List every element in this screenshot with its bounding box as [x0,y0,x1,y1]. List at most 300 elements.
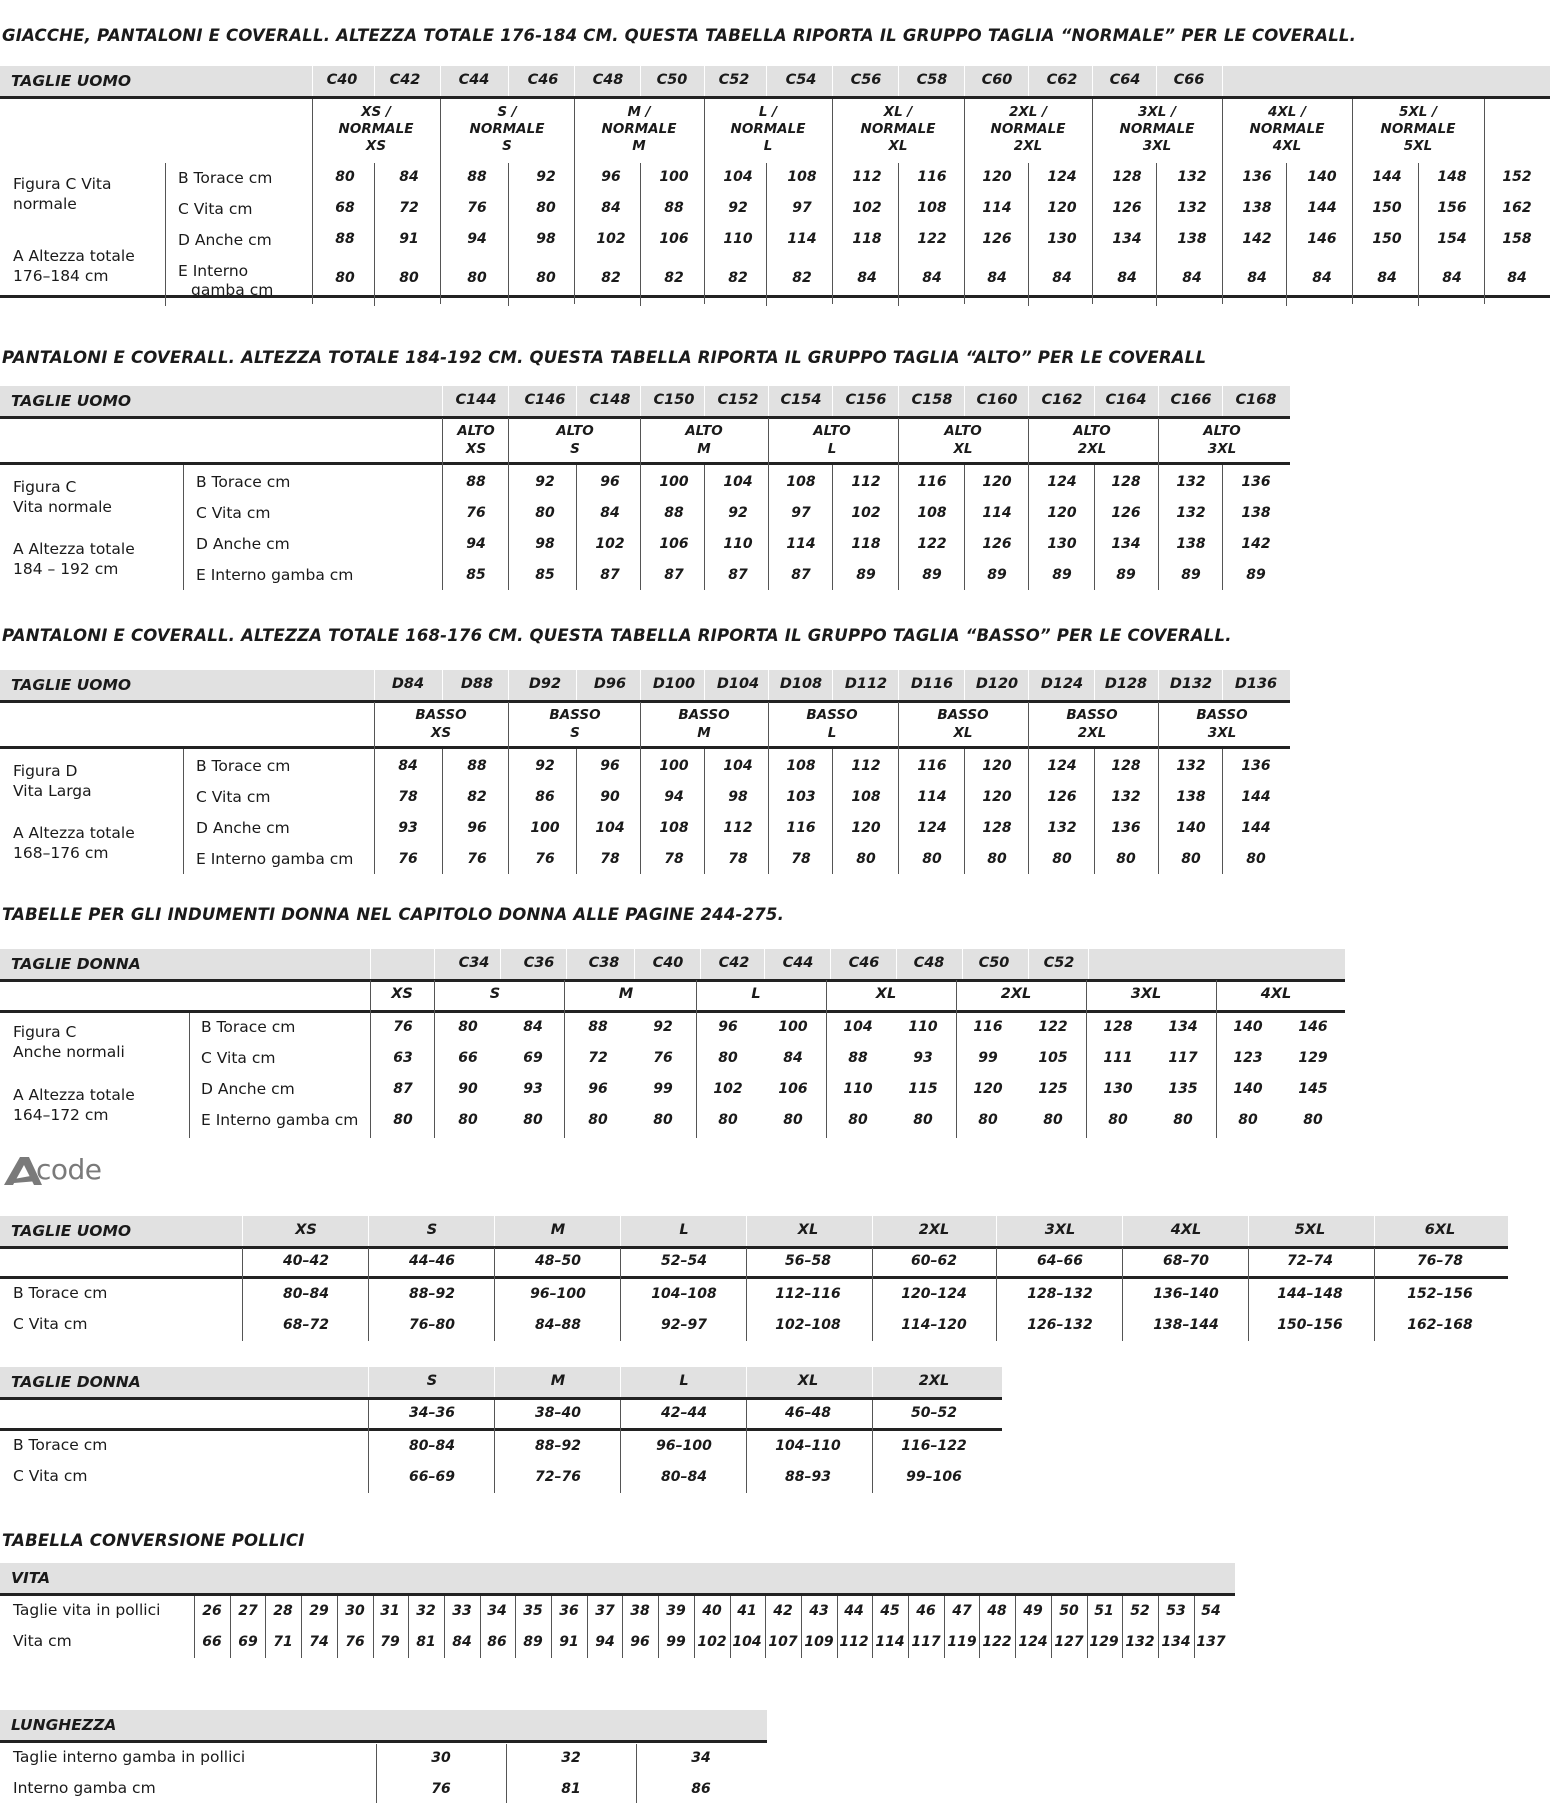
data-cell: 45 [880,1603,900,1619]
size-code: 6XL [1424,1222,1456,1238]
data-cell: 142 [1241,536,1271,552]
column-divider [872,1400,873,1493]
size-group-label: L / [758,104,778,120]
data-cell: 82 [664,270,684,286]
data-cell: 114 [786,536,816,552]
row-label: Figura C [13,478,77,496]
data-cell: 102 [596,231,626,247]
header-divider [832,66,833,96]
row-label: 164–172 cm [13,1106,109,1124]
row-label: Figura D [13,762,78,780]
data-cell: 122 [982,1634,1012,1650]
data-cell: 72 [588,1050,608,1066]
size-code: 2XL [918,1373,950,1389]
data-cell: 97 [791,505,811,521]
size-group-label: XS [391,986,413,1002]
data-cell: 94 [466,536,486,552]
data-cell: 116 [917,758,947,774]
header-divider [312,66,313,96]
column-divider [1158,418,1159,590]
row-label: B Torace cm [178,169,273,187]
data-cell: 84 [1507,270,1527,286]
size-range: 60–62 [911,1253,957,1269]
size-code: C62 [1046,72,1078,88]
column-divider [898,418,899,590]
data-cell: 144 [1241,820,1271,836]
size-group-label: S [570,725,580,741]
data-cell: 39 [666,1603,686,1619]
size-code: C40 [652,955,684,971]
size-code: C50 [978,955,1010,971]
column-divider [898,163,899,306]
data-cell: 80 [536,200,556,216]
row-divider [0,1010,1345,1013]
data-cell: 100 [659,169,689,185]
data-cell: 150–156 [1277,1317,1343,1333]
data-cell: 96 [601,169,621,185]
size-group-label: ALTO [813,423,851,439]
data-cell: 112 [723,820,753,836]
data-cell: 90 [600,789,620,805]
data-cell: 76 [393,1019,413,1035]
column-divider [1086,980,1087,1138]
data-cell: 89 [1246,567,1266,583]
data-cell: 124 [1047,474,1077,490]
table-header-bar [0,1710,767,1743]
size-code: C150 [653,392,695,408]
size-group-label: XL [875,986,897,1002]
data-cell: 128 [1111,474,1141,490]
data-cell: 50 [1059,1603,1079,1619]
header-divider [1122,1216,1123,1246]
row-divider [0,746,1290,749]
data-cell: 150 [1372,200,1402,216]
column-divider [368,1248,369,1341]
data-cell: 136 [1241,758,1271,774]
data-cell: 92 [728,505,748,521]
data-cell: 92 [536,169,556,185]
size-code: 2XL [918,1222,950,1238]
column-divider [183,749,184,874]
data-cell: 76 [466,505,486,521]
header-divider [242,1216,243,1246]
header-divider [1028,949,1029,979]
data-cell: 138 [1241,505,1271,521]
size-code: L [679,1222,689,1238]
data-cell: 134 [1111,536,1141,552]
column-divider [494,1400,495,1493]
data-cell: 108 [917,505,947,521]
column-divider [494,1248,495,1341]
data-cell: 89 [1116,567,1136,583]
data-cell: 81 [416,1634,436,1650]
size-range: 72–74 [1287,1253,1333,1269]
column-divider [746,1400,747,1493]
column-divider [768,418,769,590]
header-divider [996,1216,997,1246]
data-cell: 142 [1242,231,1272,247]
size-range: 40–42 [283,1253,329,1269]
column-divider [640,702,641,874]
data-cell: 27 [238,1603,258,1619]
data-cell: 80 [1116,851,1136,867]
data-cell: 104 [595,820,625,836]
data-cell: 102 [697,1634,727,1650]
size-group-label: XS [365,138,387,154]
data-cell: 128–132 [1027,1286,1093,1302]
header-divider [1028,386,1029,416]
header-divider [374,670,375,700]
data-cell: 84 [523,1019,543,1035]
header-divider [872,1216,873,1246]
column-divider [1352,99,1353,304]
size-code: D96 [593,676,627,692]
data-cell: 99 [666,1634,686,1650]
row-label: 176–184 cm [13,267,109,285]
size-code: C60 [981,72,1013,88]
header-divider [1094,386,1095,416]
data-cell: 100 [778,1019,808,1035]
data-cell: 87 [664,567,684,583]
header-divider [620,1216,621,1246]
size-code: C48 [913,955,945,971]
data-cell: 52 [1130,1603,1150,1619]
row-label: B Torace cm [201,1018,296,1036]
data-cell: 137 [1196,1634,1226,1650]
column-divider [508,702,509,874]
data-cell: 37 [595,1603,615,1619]
column-divider [964,749,965,874]
size-group-label: 3XL [1130,986,1162,1002]
size-code: XL [797,1373,819,1389]
data-cell: 120 [973,1081,1003,1097]
data-cell: 80 [856,851,876,867]
size-group-label: ALTO [685,423,723,439]
data-cell: 106 [659,536,689,552]
header-divider [576,670,577,700]
header-divider [1374,1216,1375,1246]
size-group-label: S [570,441,580,457]
data-cell: 89 [1181,567,1201,583]
column-divider [956,980,957,1138]
data-cell: 107 [768,1634,798,1650]
column-divider [189,1013,190,1138]
size-group-label: BASSO [1196,707,1248,723]
data-cell: 126 [1112,200,1142,216]
size-code: C42 [718,955,750,971]
data-cell: 130 [1103,1081,1133,1097]
column-divider [1222,465,1223,590]
size-group-label: NORMALE [601,121,677,137]
size-group-label: XL [888,138,908,154]
data-cell: 120 [982,789,1012,805]
data-cell: 91 [399,231,419,247]
size-group-label: 4XL [1260,986,1292,1002]
header-divider [440,66,441,96]
header-divider [368,1367,369,1397]
data-cell: 80–84 [409,1438,455,1454]
column-divider [1286,163,1287,306]
section-title: GIACCHE, PANTALONI E COVERALL. ALTEZZA TOTALE 176-184 CM. QUESTA TABELLA RIPORTA IL GRUPPO TAGLIA “NORMALE” PER LE COVERALL. [2,26,1357,45]
data-cell: 76 [467,851,487,867]
data-cell: 63 [393,1050,413,1066]
header-divider [1158,670,1159,700]
data-cell: 76 [398,851,418,867]
data-cell: 80 [1181,851,1201,867]
data-cell: 41 [737,1603,757,1619]
size-group-label: 2XL [1077,441,1107,457]
column-divider [704,749,705,874]
size-code: C152 [717,392,759,408]
data-cell: 156 [1437,200,1467,216]
data-cell: 84 [399,169,419,185]
size-code: C146 [524,392,566,408]
data-cell: 98 [535,536,555,552]
header-divider [898,66,899,96]
data-cell: 114 [982,200,1012,216]
column-divider [442,749,443,874]
size-code: S [426,1373,438,1389]
row-label: A Altezza totale [13,540,135,558]
column-divider [964,465,965,590]
column-divider [576,749,577,874]
size-group-label: L [763,138,773,154]
size-range: 38–40 [535,1405,581,1421]
data-cell: 87 [393,1081,413,1097]
row-label: E Interno gamba cm [196,850,354,868]
header-divider [500,949,501,979]
size-code: S [426,1222,438,1238]
data-cell: 98 [536,231,556,247]
data-cell: 48 [987,1603,1007,1619]
data-cell: 74 [309,1634,329,1650]
row-label: A Altezza totale [13,247,135,265]
data-cell: 76–80 [409,1317,455,1333]
data-cell: 124 [1047,169,1077,185]
column-divider [370,980,371,1138]
column-divider [1222,99,1223,304]
column-divider [1028,418,1029,590]
data-cell: 132 [1176,505,1206,521]
size-code: 4XL [1170,1222,1202,1238]
data-cell: 110 [843,1081,873,1097]
data-cell: 80 [978,1112,998,1128]
data-cell: 140 [1233,1019,1263,1035]
column-divider [1122,1248,1123,1341]
table-header-label: TAGLIE UOMO [11,676,132,694]
data-cell: 86 [535,789,555,805]
data-cell: 84–88 [535,1317,581,1333]
size-group-label: BASSO [806,707,858,723]
row-label: Taglie vita in pollici [13,1601,161,1619]
size-group-label: NORMALE [730,121,806,137]
section-title: PANTALONI E COVERALL. ALTEZZA TOTALE 168-176 CM. QUESTA TABELLA RIPORTA IL GRUPPO TAGLIA “BASSO” PER LE COVERALL. [2,626,1232,645]
data-cell: 110 [908,1019,938,1035]
data-cell: 94 [664,789,684,805]
data-cell: 116 [917,169,947,185]
data-cell: 66–69 [409,1469,455,1485]
size-code: L [679,1373,689,1389]
data-cell: 96 [718,1019,738,1035]
data-cell: 84 [987,270,1007,286]
size-code: C160 [976,392,1018,408]
data-cell: 106 [778,1081,808,1097]
size-code: C52 [1043,955,1075,971]
data-cell: 122 [1038,1019,1068,1035]
header-divider [764,949,765,979]
size-code: D104 [716,676,760,692]
data-cell: 80 [1052,851,1072,867]
size-code: M [550,1222,566,1238]
header-divider [700,949,701,979]
header-divider [746,1367,747,1397]
column-divider [1156,163,1157,306]
data-cell: 91 [559,1634,579,1650]
data-cell: 116 [973,1019,1003,1035]
data-cell: 80 [335,169,355,185]
data-cell: 86 [487,1634,507,1650]
size-code: C158 [911,392,953,408]
size-code: C46 [848,955,880,971]
column-divider [898,702,899,874]
data-cell: 105 [1038,1050,1068,1066]
header-divider [830,949,831,979]
size-code: D124 [1040,676,1084,692]
data-cell: 82 [601,270,621,286]
row-label: Vita normale [13,498,112,516]
header-divider [768,670,769,700]
size-range: 68–70 [1163,1253,1209,1269]
data-cell: 136–140 [1153,1286,1219,1302]
size-group-label: M [697,725,711,741]
data-cell: 80 [536,270,556,286]
data-cell: 80 [1173,1112,1193,1128]
data-cell: 144–148 [1277,1286,1343,1302]
data-cell: 102 [852,200,882,216]
data-cell: 84 [600,505,620,521]
data-cell: 110 [723,536,753,552]
row-label: D Anche cm [196,819,290,837]
data-cell: 108 [786,758,816,774]
data-cell: 108 [851,789,881,805]
size-code: C46 [527,72,559,88]
column-divider [1092,99,1093,304]
header-divider [442,670,443,700]
size-code: D112 [844,676,888,692]
data-cell: 134 [1112,231,1142,247]
size-code: D108 [779,676,823,692]
size-code: M [550,1373,566,1389]
data-cell: 162–168 [1407,1317,1473,1333]
data-cell: 132 [1176,474,1206,490]
column-divider [1248,1248,1249,1341]
data-cell: 104 [843,1019,873,1035]
size-group-label: XL / [883,104,913,120]
data-cell: 84 [783,1050,803,1066]
data-cell: 66 [458,1050,478,1066]
data-cell: 38 [630,1603,650,1619]
row-label: E Interno gamba cm [201,1111,359,1129]
data-cell: 84 [1442,270,1462,286]
table-header-label: LUNGHEZZA [11,1716,117,1734]
header-divider [1088,949,1089,979]
size-code: C34 [458,955,490,971]
column-divider [434,980,435,1138]
size-group-label: BASSO [678,707,730,723]
data-cell: 51 [1094,1603,1114,1619]
data-cell: 69 [523,1050,543,1066]
size-group-label: BASSO [415,707,467,723]
logo-text: code [36,1153,102,1186]
data-cell: 80–84 [283,1286,329,1302]
data-cell: 120–124 [901,1286,967,1302]
data-cell: 144 [1372,169,1402,185]
row-label: 168–176 cm [13,844,109,862]
column-divider [620,1400,621,1493]
data-cell: 129 [1298,1050,1328,1066]
section-title: TABELLA CONVERSIONE POLLICI [2,1531,305,1550]
size-range: 48–50 [535,1253,581,1269]
row-label: E Interno [178,262,249,280]
column-divider [508,163,509,306]
header-divider [832,670,833,700]
data-cell: 122 [917,536,947,552]
row-label: B Torace cm [196,757,291,775]
data-cell: 104 [723,758,753,774]
data-cell: 89 [523,1634,543,1650]
data-cell: 88 [467,169,487,185]
data-cell: 140 [1176,820,1206,836]
data-cell: 84 [922,270,942,286]
data-cell: 100 [659,758,689,774]
row-label: C Vita cm [196,504,271,522]
column-divider [376,1744,377,1803]
size-code: D84 [391,676,425,692]
header-divider [620,1367,621,1397]
column-divider [826,980,827,1138]
data-cell: 108 [917,200,947,216]
row-label: A Altezza totale [13,1086,135,1104]
size-code: C166 [1170,392,1212,408]
data-cell: 81 [561,1781,581,1797]
header-divider [508,386,509,416]
data-cell: 104 [723,169,753,185]
size-group-label: 2XL [1077,725,1107,741]
data-cell: 89 [987,567,1007,583]
data-cell: 80 [718,1112,738,1128]
data-cell: 84 [1052,270,1072,286]
header-divider [964,66,965,96]
data-cell: 96 [467,820,487,836]
column-divider [374,163,375,306]
data-cell: 120 [982,474,1012,490]
data-cell: 129 [1089,1634,1119,1650]
size-group-label: 2XL / [1008,104,1048,120]
row-label: Vita cm [13,1632,72,1650]
data-cell: 89 [1052,567,1072,583]
header-divider [962,949,963,979]
size-code: C156 [845,392,887,408]
data-cell: 125 [1038,1081,1068,1097]
size-group-label: BASSO [937,707,989,723]
size-group-label: 3XL [1207,725,1237,741]
row-label: B Torace cm [13,1284,108,1302]
table-header-bar [0,1563,1235,1596]
size-code: C162 [1041,392,1083,408]
data-cell: 136 [1242,169,1272,185]
data-cell: 84 [1312,270,1332,286]
data-cell: 49 [1023,1603,1043,1619]
